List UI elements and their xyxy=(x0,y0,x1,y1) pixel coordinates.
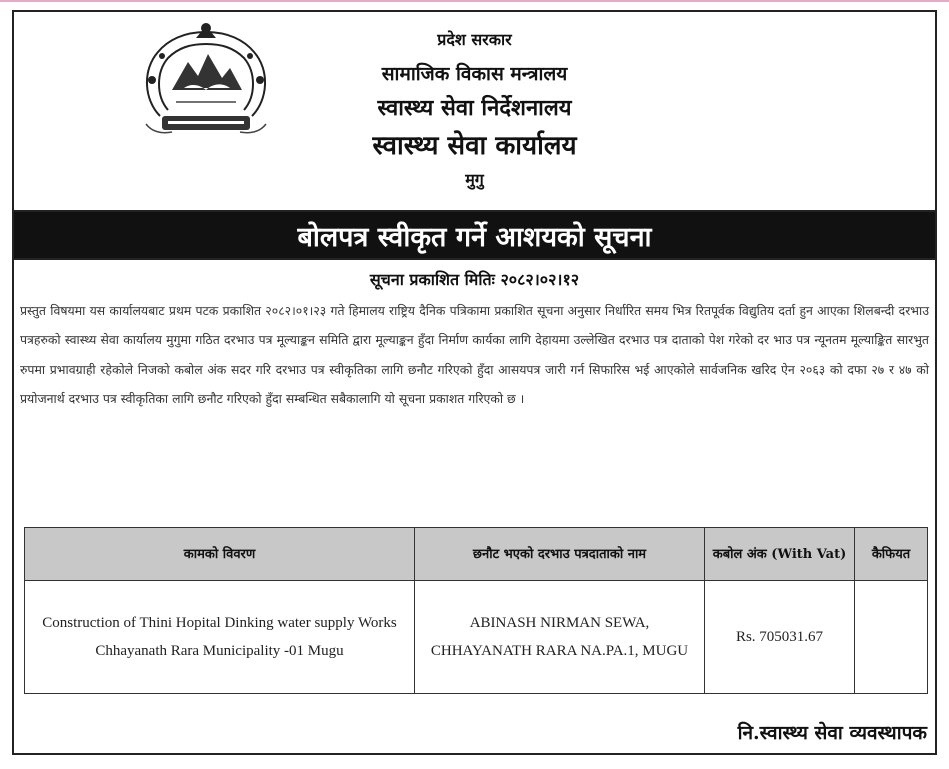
directorate-name: स्वास्थ्य सेवा निर्देशनालय xyxy=(377,95,572,121)
notice-frame xyxy=(12,10,937,755)
district-name: मुगु xyxy=(465,170,484,189)
cell-remarks xyxy=(855,581,928,694)
cell-selected-bidder: ABINASH NIRMAN SEWA, CHHAYANATH RARA NA.PA.1, MUGU xyxy=(415,581,705,694)
table-header-row xyxy=(25,528,928,581)
header-remarks: कैफियत xyxy=(855,528,928,581)
signatory-title: नि.स्वास्थ्य सेवा व्यवस्थापक xyxy=(737,722,927,744)
award-table xyxy=(24,527,928,694)
table-row xyxy=(25,581,928,694)
notice-title-banner: बोलपत्र स्वीकृत गर्ने आशयको सूचना xyxy=(14,210,935,260)
published-date: सूचना प्रकाशित मितिः २०८२।०२।१२ xyxy=(369,270,580,289)
notice-body: प्रस्तुत विषयमा यस कार्यालयबाट प्रथम पटक प्रकाशित २०८२।०१।२३ गते हिमालय राष्ट्रिय दैनिक पत्रिकामा प्रकाशित सूचना अनुसार निर्धारित समय भित्र रितपूर्वक विद्युतिय दर्ता हुन आएका शिलबन्दी दरभाउ पत्रहरुको स्वास्थ्य सेवा कार्यालय मुगुमा गठित दरभाउ पत्र मूल्याङ्कन समिति द्वारा मूल्याङ्कन हुँदा निर्माण कार्यका लागि देहायमा उल्लेखित दरभाउ पत्र दाताको पेश गरेको दर भाउ पत्र न्यूनतम मूल्याङ्कित सारभुत रुपमा प्रभावग्राही रहेकोले निजको कबोल अंक सदर गरि दरभाउ पत्र स्वीकृतिका लागि छनौट गरिएको हुँदा आसयपत्र जारी गर्न सिफारिस भई आएकोले सार्वजनिक खरिद ऐन २०६३ को दफा २७ र ४७ को प्रयोजनार्थ दरभाउ पत्र स्वीकृतिका लागि छनौट गरिएको हुँदा सम्बन्धित सबैकालागि यो सूचना प्रकाशत गरिएको छ । xyxy=(20,303,929,407)
cell-bid-amount: Rs. 705031.67 xyxy=(705,581,855,694)
government-name: प्रदेश सरकार xyxy=(437,30,512,49)
ministry-name: सामाजिक विकास मन्त्रालय xyxy=(381,63,568,85)
cell-work-description: Construction of Thini Hopital Dinking water supply Works Chhayanath Rara Municipality -01 Mugu xyxy=(25,581,415,694)
office-header xyxy=(14,12,935,210)
header-work-description: कामको विवरण xyxy=(25,528,415,581)
office-name: स्वास्थ्य सेवा कार्यालय xyxy=(372,131,577,161)
header-bid-amount: कबोल अंक (With Vat) xyxy=(705,528,855,581)
header-selected-bidder: छनौट भएको दरभाउ पत्रदाताको नाम xyxy=(415,528,705,581)
top-accent-line xyxy=(0,0,949,2)
